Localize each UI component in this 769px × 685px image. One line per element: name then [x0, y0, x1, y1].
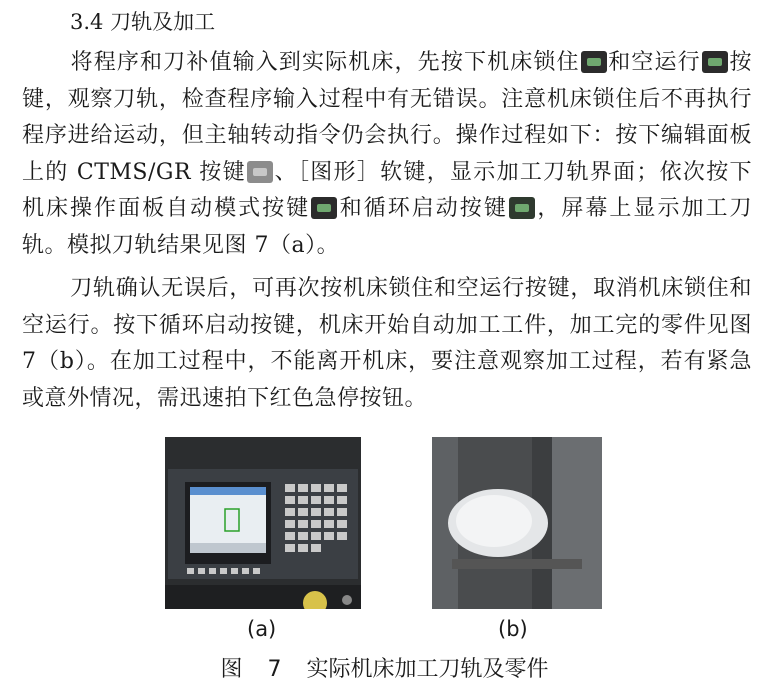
p1-text-6: ，屏幕上显示加工刀轨。模拟刀轨结果见图 7（a）。: [22, 196, 752, 258]
ctms-gr-key-icon: [247, 161, 273, 183]
p1-text-5: 和循环启动按键: [338, 196, 508, 221]
p1-text-2: 和空运行: [607, 50, 701, 75]
paragraph-1: [22, 45, 752, 264]
figure-a-cnc-panel-photo: [165, 437, 361, 609]
figure-caption: 图 7 实际机床加工刀轨及零件: [220, 657, 549, 682]
paragraph-2: [22, 271, 752, 417]
figure-a-label: (a): [247, 617, 277, 641]
machine-lock-key-icon: [581, 51, 607, 73]
auto-mode-key-icon: [311, 197, 337, 219]
p2-text: 刀轨确认无误后，可再次按机床锁住和空运行按键，取消机床锁住和空运行。按下循环启动按键，机床开始自动加工工件，加工完的零件见图 7（b）。在加工过程中，不能离开机床，要注意观察加工过程，若有紧急或意外情况，需迅速拍下红色急停按钮。: [22, 276, 752, 411]
p1-text-1: 将程序和刀补值输入到实际机床，先按下机床锁住: [70, 50, 580, 75]
p1-text-4: 、［图形］软键，显示加工刀轨界面；依次按下机床操作面板自动模式按键: [22, 159, 752, 221]
p1-text-3: 按键，观察刀轨，检查程序输入过程中有无错误。注意机床锁住后不再执行程序进给运动，但主轴转动指令仍会执行。操作过程如下：按下编辑面板上的 CTMS/GR 按键: [22, 50, 752, 185]
dry-run-key-icon: [702, 51, 728, 73]
section-heading: 3.4 刀轨及加工: [70, 10, 216, 34]
cycle-start-key-icon: [509, 197, 535, 219]
figure-b-label: (b): [498, 617, 528, 641]
figure-b-part-photo: [432, 437, 602, 609]
